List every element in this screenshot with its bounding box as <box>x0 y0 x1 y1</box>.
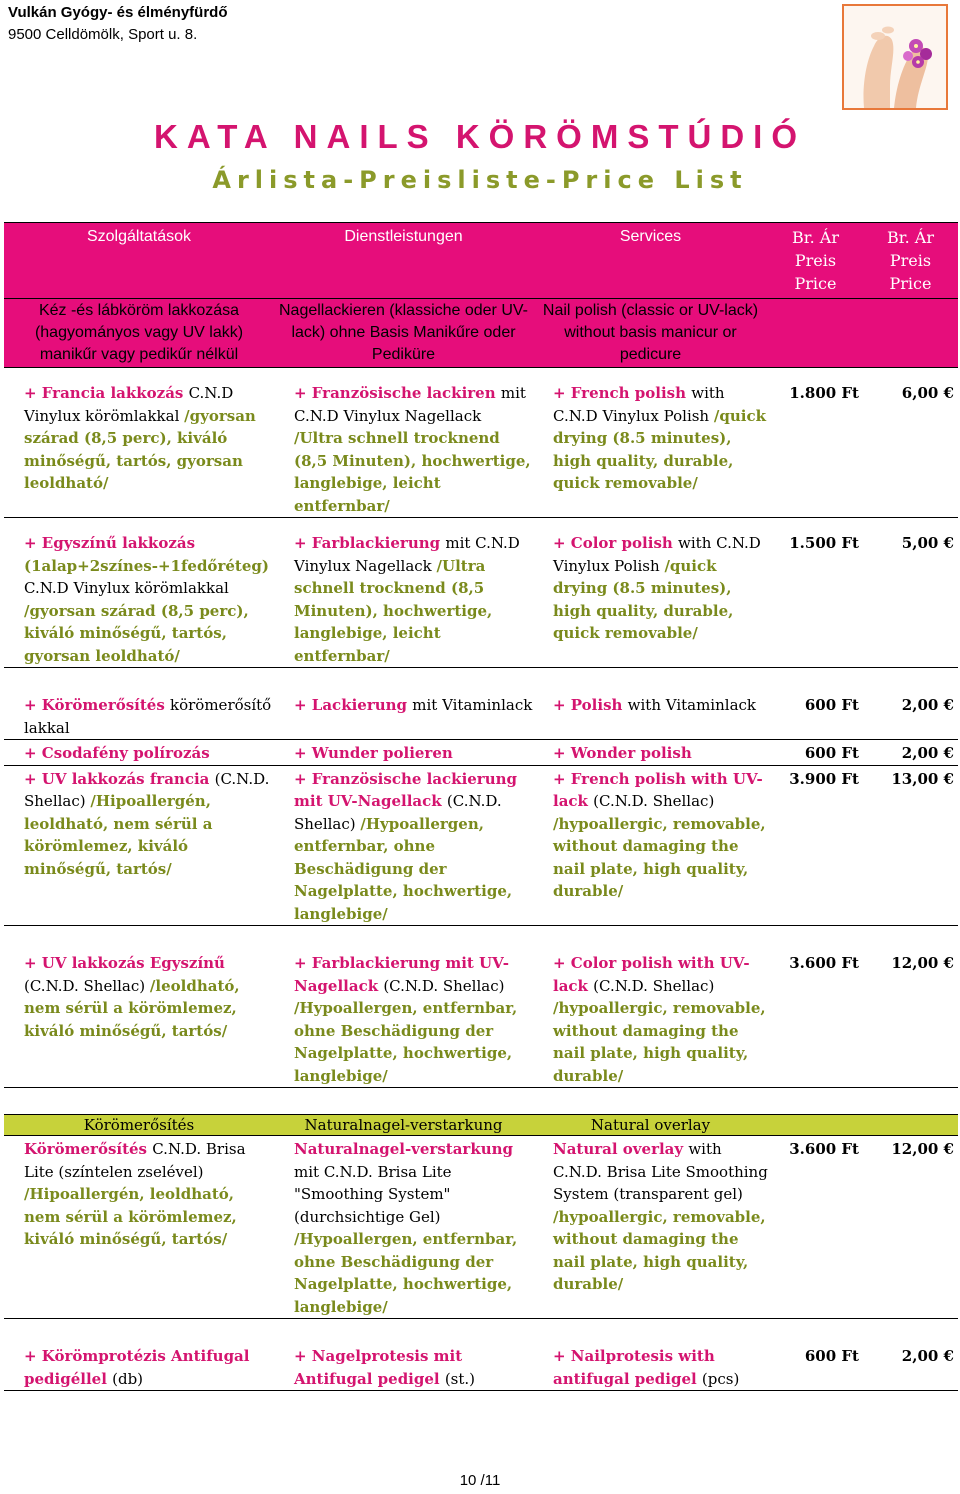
service-en <box>533 518 768 668</box>
service-hu-text: /gyorsan szárad (8,5 perc), kiváló minőségű, tartós, gyorsan leoldható/ <box>24 406 256 492</box>
service-en-text: /quick drying (8.5 minutes), high quality, durable, quick removable/ <box>553 556 734 642</box>
service-en-text: + French polish with UV-lack <box>553 769 763 810</box>
price-ft: 600 Ft <box>768 1319 863 1391</box>
service-hu-text: Körömerősítés <box>24 1140 153 1158</box>
service-en-text: /hypoallergic, removable, without damaging the nail plate, high quality, durable/ <box>553 814 766 900</box>
service-de-text: + Farblackierung mit UV-Nagellack <box>294 954 509 995</box>
col-header-price-ft: Br. Ár Preis Price <box>768 223 863 299</box>
table-row <box>4 668 958 740</box>
table-row <box>4 765 958 926</box>
service-en <box>533 1136 768 1319</box>
column-header-row <box>4 223 958 299</box>
category-hu: Körömerősítés <box>4 1115 274 1136</box>
service-hu <box>4 668 274 740</box>
category-hu: Kéz -és lábköröm lakkozása (hagyományos vagy UV lakk) manikűr vagy pedikűr nélkül <box>4 299 274 368</box>
service-de-text: + Nagelprotesis mit Antifugal pedigel <box>294 1347 463 1388</box>
section-gap <box>4 1088 958 1115</box>
category-en: Nail polish (classic or UV-lack) without basis manicur or pedicure <box>533 299 768 368</box>
service-de-text: mit C.N.D Vinylux Nagellack <box>294 384 526 425</box>
service-de-text: /Hypoallergen, entfernbar, ohne Beschädigung der Nagelplatte, hochwertige, langlebige/ <box>294 1230 518 1316</box>
service-hu-text: /Hipoallergén, leoldható, nem sérül a körömlemez, kiváló minőségű, tartós/ <box>24 792 213 878</box>
service-en-text: /quick drying (8.5 minutes), high quality, durable, quick removable/ <box>553 406 766 492</box>
service-en <box>533 765 768 926</box>
service-hu-text: (C.N.D. Shellac) <box>24 769 270 810</box>
service-hu-text: /leoldható, nem sérül a körömlemez, kiváló minőségű, tartós/ <box>24 976 240 1040</box>
service-hu-text: /Hipoallergén, leoldható, nem sérül a körömlemez, kiváló minőségű, tartós/ <box>24 1185 237 1248</box>
price-eur: 12,00 € <box>863 1136 958 1319</box>
price-ft: 3.600 Ft <box>768 1136 863 1319</box>
price-eur: 5,00 € <box>863 518 958 668</box>
service-hu <box>4 926 274 1088</box>
service-hu-text: körömerősítő lakkal <box>24 696 272 737</box>
feet-with-orchids-icon <box>842 4 948 110</box>
page-subtitle: Árlista-Preisliste-Price List <box>212 166 748 194</box>
service-en-text: + Color polish <box>553 534 679 552</box>
service-hu-text: (1alap+2színes-+1fedőréteg) <box>24 556 269 575</box>
table-row <box>4 740 958 766</box>
venue-address: 9500 Celldömölk, Sport u. 8. <box>8 26 198 43</box>
service-en-text: with C.N.D Vinylux Polish <box>553 384 725 425</box>
service-en-text: (pcs) <box>701 1369 740 1388</box>
service-hu-text: C.N.D Vinylux körömlakkal <box>24 579 229 597</box>
service-hu-text: (db) <box>112 1369 144 1388</box>
service-en <box>533 668 768 740</box>
service-de-text: + Französische lackierung mit UV-Nagellack <box>294 769 518 810</box>
service-de <box>274 926 533 1088</box>
price-eur: 12,00 € <box>863 926 958 1088</box>
service-en-text: (C.N.D. Shellac) <box>593 792 715 810</box>
price-ft: 3.600 Ft <box>768 926 863 1088</box>
price-ft: 1.800 Ft <box>768 368 863 518</box>
service-de-text: /Ultra schnell trocknend (8,5 Minuten), hochwertige, langlebige, leicht entfernbar/ <box>294 556 493 665</box>
table-row <box>4 368 958 518</box>
service-en <box>533 926 768 1088</box>
service-de-text: + Lackierung <box>294 696 413 714</box>
service-en-text: /hypoallergic, removable, without damaging the nail plate, high quality, durable/ <box>553 999 766 1085</box>
service-hu-text: C.N.D Vinylux körömlakkal <box>24 384 234 425</box>
service-de-text: /Hypoallergen, entfernbar, ohne Beschädigung der Nagelplatte, hochwertige, langlebige/ <box>294 999 518 1085</box>
table-row <box>4 518 958 668</box>
price-ft: 3.900 Ft <box>768 765 863 926</box>
col-header-de: Dienstleistungen <box>274 223 533 299</box>
page-number: 10 /11 <box>459 1472 501 1489</box>
price-eur: 2,00 € <box>863 668 958 740</box>
service-de-text: mit C.N.D. Brisa Lite "Smoothing System" (durchsichtige Gel) <box>294 1162 452 1226</box>
service-hu-text: + UV lakkozás Egyszínű <box>24 954 225 972</box>
price-eur: 13,00 € <box>863 765 958 926</box>
service-en-text: with C.N.D Vinylux Polish <box>553 534 761 575</box>
category-de: Naturalnagel-verstarkung <box>274 1115 533 1136</box>
service-hu-text: + Körömprotézis Antifugal pedigéllel <box>24 1347 250 1388</box>
category-header-row <box>4 1115 958 1136</box>
service-hu-text: (C.N.D. Shellac) <box>24 976 150 995</box>
service-en-text: + Wonder polish <box>553 744 692 762</box>
service-hu <box>4 1136 274 1319</box>
category-header-row <box>4 299 958 368</box>
price-eur: 2,00 € <box>863 740 958 766</box>
service-hu-text: + Egyszínű lakkozás <box>24 534 196 552</box>
service-en-text: /hypoallergic, removable, without damaging the nail plate, high quality, durable/ <box>553 1207 766 1293</box>
service-de <box>274 668 533 740</box>
service-en-text: + Nailprotesis with antifugal pedigel <box>553 1347 715 1388</box>
category-spacer <box>863 299 958 368</box>
price-ft: 600 Ft <box>768 668 863 740</box>
service-hu <box>4 1319 274 1391</box>
service-de-text: (st.) <box>444 1369 476 1388</box>
price-eur: 6,00 € <box>863 368 958 518</box>
service-hu-text: /gyorsan szárad (8,5 perc), kiváló minőségű, tartós, gyorsan leoldható/ <box>24 601 249 665</box>
service-en-text: + French polish <box>553 384 692 402</box>
price-ft: 1.500 Ft <box>768 518 863 668</box>
service-en-text: + Polish <box>553 696 628 714</box>
service-de-text: + Wunder polieren <box>294 744 453 762</box>
service-de-text: mit Vitaminlack <box>412 696 533 714</box>
service-hu-text: + Körömerősítés <box>24 696 171 714</box>
service-hu-text: + UV lakkozás francia <box>24 769 215 788</box>
service-hu-text: + Csodafény polírozás <box>24 744 210 762</box>
service-de <box>274 740 533 766</box>
table-row <box>4 1136 958 1319</box>
service-de <box>274 368 533 518</box>
service-hu-text: C.N.D. Brisa Lite (színtelen zselével) <box>24 1140 246 1181</box>
col-header-en: Services <box>533 223 768 299</box>
service-hu <box>4 368 274 518</box>
service-de-text: + Französische lackiren <box>294 384 501 402</box>
service-de-text: (C.N.D. Shellac) <box>294 792 502 833</box>
service-hu-text: + Francia lakkozás <box>24 384 189 402</box>
page-title: KATA NAILS KÖRÖMSTÚDIÓ <box>153 118 807 155</box>
category-de: Nagellackieren (klassiche oder UV-lack) ohne Basis Manikűre oder Pediküre <box>274 299 533 368</box>
service-en <box>533 368 768 518</box>
price-table <box>4 222 958 1391</box>
service-de <box>274 1319 533 1391</box>
price-ft: 600 Ft <box>768 740 863 766</box>
category-spacer <box>768 299 863 368</box>
service-de <box>274 765 533 926</box>
service-hu <box>4 518 274 668</box>
service-en-text: with C.N.D. Brisa Lite Smoothing System (transparent gel) <box>553 1140 768 1203</box>
table-row <box>4 926 958 1088</box>
service-en-text: Natural overlay <box>553 1140 689 1158</box>
service-de-text: mit C.N.D Vinylux Nagellack <box>294 534 520 575</box>
col-header-price-eur: Br. Ár Preis Price <box>863 223 958 299</box>
service-de-text: /Hypoallergen, entfernbar, ohne Beschädigung der Nagelplatte, hochwertige, langlebige/ <box>294 814 513 923</box>
service-en-text: + Color polish with UV-lack <box>553 954 750 995</box>
service-de-text: (C.N.D. Shellac) <box>383 976 505 995</box>
category-spacer <box>768 1115 863 1136</box>
service-de-text: + Farblackierung <box>294 534 446 552</box>
col-header-hu: Szolgáltatások <box>4 223 274 299</box>
service-en-text: (C.N.D. Shellac) <box>593 976 715 995</box>
table-row <box>4 1319 958 1391</box>
category-spacer <box>863 1115 958 1136</box>
service-hu <box>4 740 274 766</box>
service-en <box>533 1319 768 1391</box>
service-de <box>274 1136 533 1319</box>
service-hu <box>4 765 274 926</box>
service-en-text: with Vitaminlack <box>627 696 756 714</box>
venue-name: Vulkán Gyógy- és élményfürdő <box>8 4 228 21</box>
service-de-text: Naturalnagel-verstarkung <box>294 1140 514 1158</box>
price-eur: 2,00 € <box>863 1319 958 1391</box>
service-en <box>533 740 768 766</box>
category-en: Natural overlay <box>533 1115 768 1136</box>
service-de-text: /Ultra schnell trocknend (8,5 Minuten), hochwertige, langlebige, leicht entfernbar/ <box>294 429 531 515</box>
service-de <box>274 518 533 668</box>
